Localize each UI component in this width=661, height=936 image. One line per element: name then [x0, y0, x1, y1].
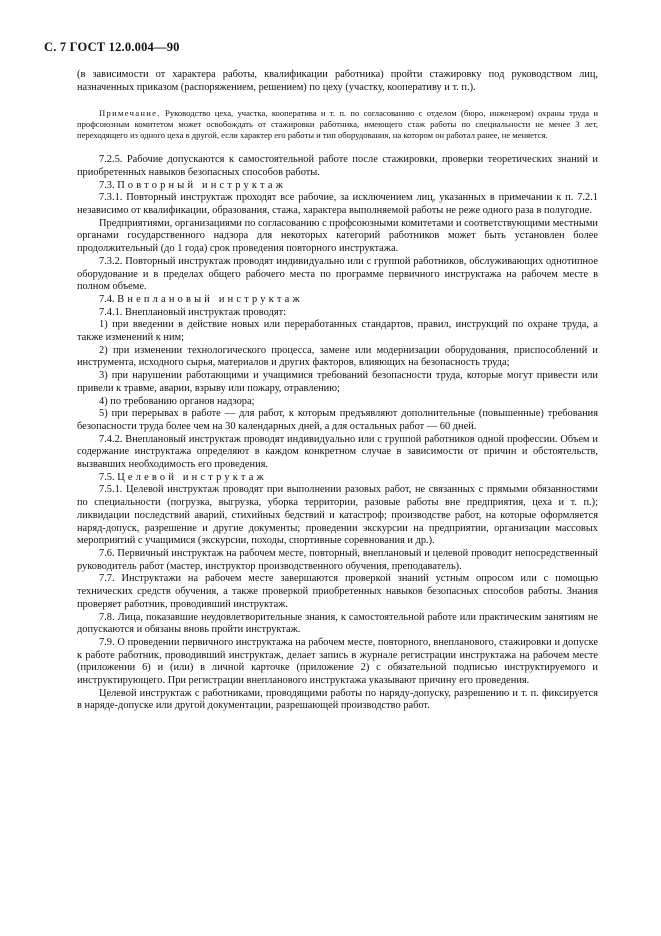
list-item-2: 2) при изменении технологического процесса, замене или модернизации оборудования, приспособлений и инструмента, исходного сырья, материалов и других факторов, влияющих на безопасность труда; — [77, 344, 598, 369]
list-item-5: 5) при перерывах в работе — для работ, к которым предъявляют дополнительные (повышенные) требования безопасности труда более чем на 30 календарных дней, а для остальных работ — 60 дней. — [77, 408, 598, 432]
list-item-3: 3) при нарушении работающими и учащимися требований безопасности труда, которые могут привести или привели к травме, аварии, взрыву или пожару, отравлению; — [77, 370, 598, 394]
paragraph-7-9-cont: Целевой инструктаж с работниками, проводящими работы по наряду-допуску, разрешению и т. п. фиксируется в наряде-допуске или другой документации, разрешающей производство работ. — [77, 687, 598, 712]
page-body — [77, 69, 598, 713]
paragraph-7-3-2: 7.3.2. Повторный инструктаж проводят индивидуально или с группой работников, обслуживающих однотипное оборудование и в пределах общего рабочего места по программе первичного инструктажа на рабочем месте в полном объеме. — [77, 255, 598, 293]
paragraph-7-8: 7.8. Лица, показавшие неудовлетворительные знания, к самостоятельной работе или практическим занятиям не допускаются и обязаны вновь пройти инструктаж. — [77, 611, 598, 636]
paragraph-7-7: 7.7. Инструктажи на рабочем месте завершаются проверкой знаний устным опросом или с помощью технических средств обучения, а также проверкой приобретенных навыков безопасных способов работы. Знания проверяет работник, проводивший инструктаж. — [77, 573, 598, 610]
paragraph-7-3-1: 7.3.1. Повторный инструктаж проходят все рабочие, за исключением лиц, указанных в примечании к п. 7.2.1 независимо от квалификации, образования, стажа, характера выполняемой работы не реже одного раза в полугодие. — [77, 192, 598, 216]
list-item-4: 4) по требованию органов надзора; — [99, 395, 255, 407]
section-title: Целевой инструктаж — [117, 471, 267, 483]
paragraph-7-6: 7.6. Первичный инструктаж на рабочем месте, повторный, внеплановый и целевой проводит непосредственный руководитель работ (мастер, инструктор производственного обучения, преподаватель). — [77, 547, 598, 572]
section-title: Внеплановый инструктаж — [117, 293, 303, 305]
note-label: Примечание. — [99, 108, 161, 119]
section-number: 7.4. — [99, 293, 118, 305]
section-heading-7-4 — [77, 294, 598, 307]
page-header: С. 7 ГОСТ 12.0.004—90 — [44, 40, 180, 54]
section-number: 7.3. — [99, 179, 118, 191]
paragraph-7-4-2: 7.4.2. Внеплановый инструктаж проводят индивидуально или с группой работников одной профессии. Объем и содержание инструктажа определяют в каждом конкретном случае в зависимости от причин и обстоятельств, вызвавших необходимость его проведения. — [77, 433, 598, 471]
section-heading-7-3 — [77, 180, 598, 193]
section-heading-7-5 — [77, 472, 598, 485]
paragraph-7-9: 7.9. О проведении первичного инструктажа на рабочем месте, повторного, внепланового, стажировки и допуске к работе работник, проводивший инструктаж, делает запись в журнале регистрации инструктажа на рабочем месте (приложении 6) и (или) в личной карточке (приложение 2) с обязательной подписью инструктируемого и инструктирующего. При регистрации внепланового инструктажа указывают причину его проведения. — [77, 636, 598, 687]
section-title: Повторный инструктаж — [117, 179, 287, 191]
section-number: 7.5. — [99, 471, 118, 483]
note-text: Руководство цеха, участка, кооператива и т. п. по согласованию с отделом (бюро, инженером) охраны труда и профсоюзным комитетом может освобождать от стажировки работника, имеющего стаж работы по специальности не менее 3 лет, переходящего из одного цеха в другой, если характер его работы и тип оборудования, на котором он работал ранее, не меняется. — [77, 108, 598, 140]
paragraph-7-2-5: 7.2.5. Рабочие допускаются к самостоятельной работе после стажировки, проверки теоретических знаний и приобретенных навыков безопасных способов работы. — [77, 154, 598, 178]
paragraph-7-3-1-cont: Предприятиями, организациями по согласованию с профсоюзными комитетами и соответствующими местными органами государственного надзора для некоторых категорий работников может быть установлен более продолжительный (до 1 года) срок проведения повторного инструктажа. — [77, 217, 598, 255]
paragraph-7-5-1: 7.5.1. Целевой инструктаж проводят при выполнении разовых работ, не связанных с прямыми обязанностями по специальности (погрузка, выгрузка, уборка территории, разовые работы вне предприятия, цеха и т. п.); ликвидации последствий аварий, стихийных бедствий и катастроф; производстве работ, на которые оформляется наряд-допуск, разрешение и другие документы; проведении экскурсии на предприятии, организации массовых мероприятий с учащимися (экскурсии, походы, спортивные соревнования и др.). — [77, 484, 598, 547]
note-paragraph — [77, 108, 598, 140]
list-item-1: 1) при введении в действие новых или переработанных стандартов, правил, инструкций по охране труда, а также изменений к ним; — [77, 319, 598, 344]
paragraph-continuation: (в зависимости от характера работы, квалификации работника) пройти стажировку под руководством лиц, назначенных приказом (распоряжением, решением) по цеху (участку, кооперативу и т. п.). — [77, 69, 598, 93]
paragraph-7-4-1: 7.4.1. Внеплановый инструктаж проводят: — [99, 306, 287, 318]
